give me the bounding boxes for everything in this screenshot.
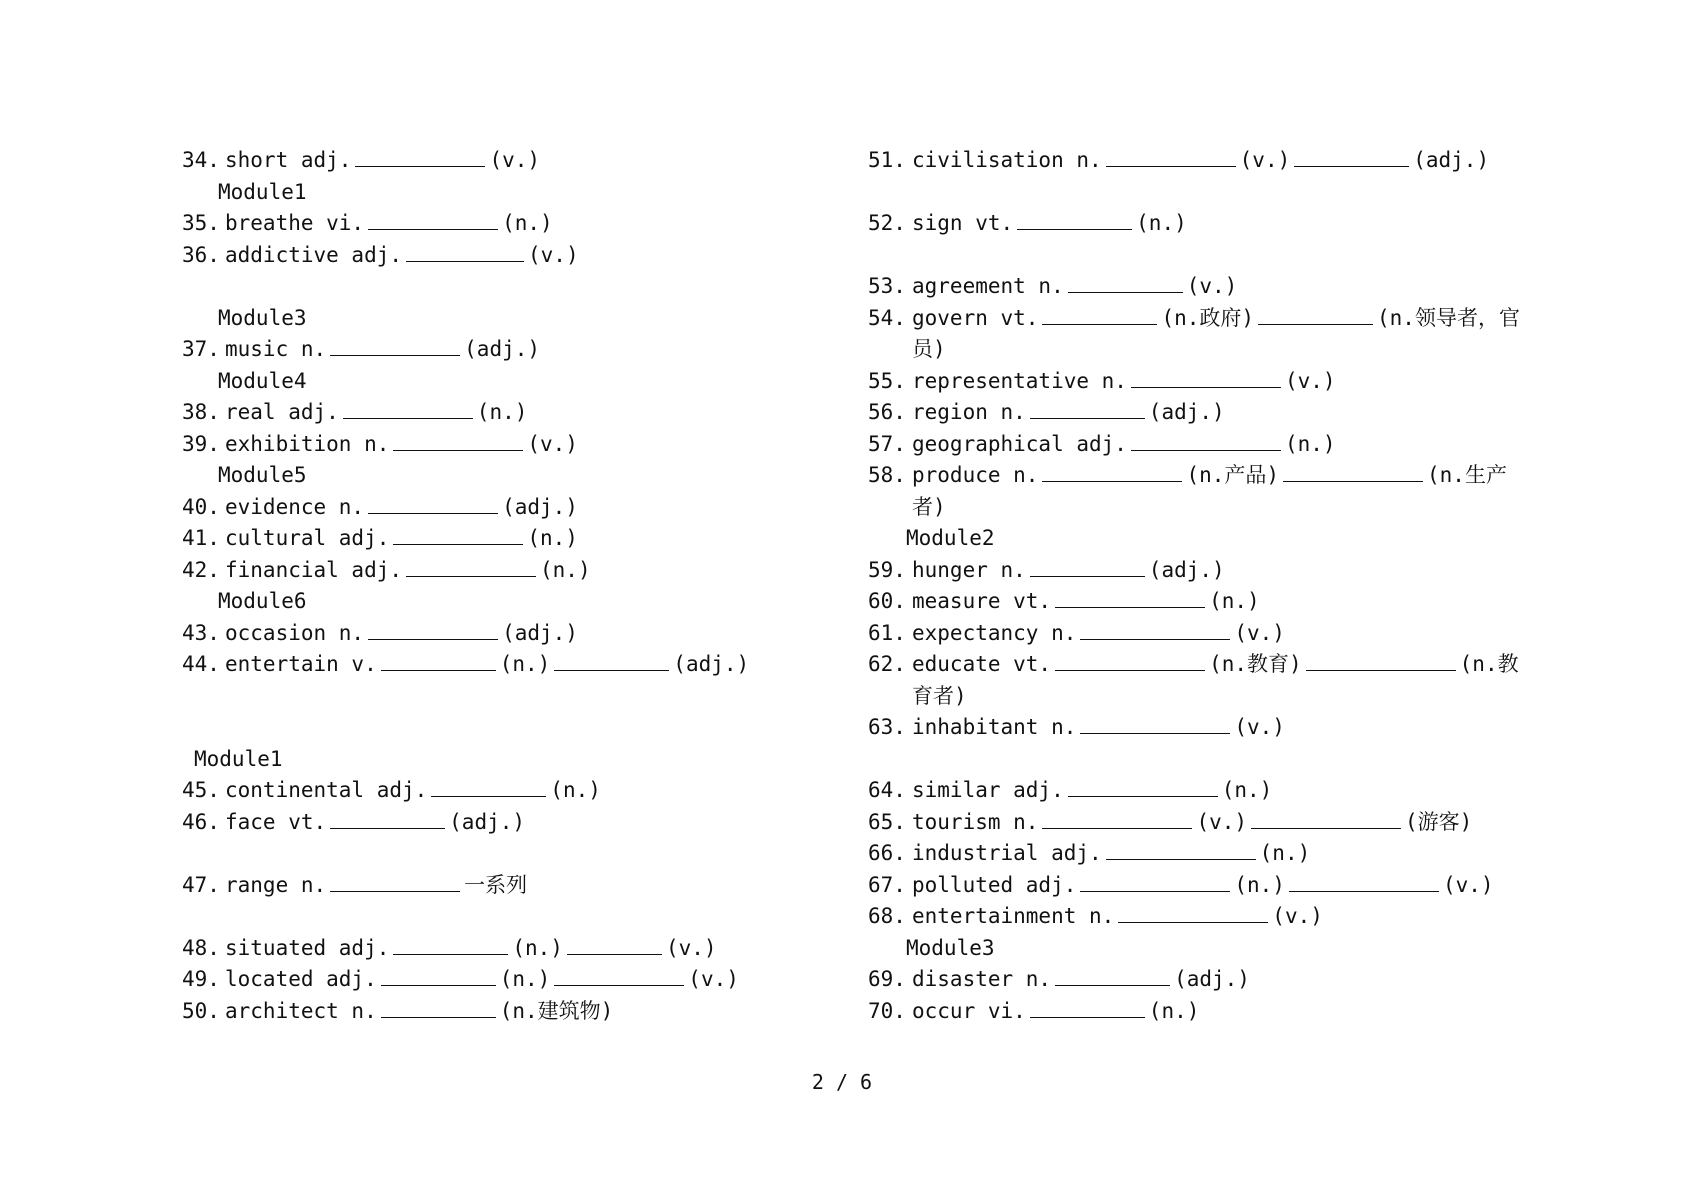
exercise-item — [868, 997, 1199, 1025]
item-number: 46. — [182, 809, 220, 834]
item-word: geographical adj. — [912, 431, 1127, 456]
answer-blank[interactable] — [1030, 400, 1145, 419]
module-heading: Module1 — [218, 179, 307, 204]
answer-blank[interactable] — [1289, 873, 1439, 892]
item-word: expectancy n. — [912, 620, 1077, 645]
answer-blank[interactable] — [368, 621, 498, 640]
part-of-speech-hint: (n.) — [512, 935, 563, 960]
page-number: 2 / 6 — [811, 1070, 873, 1094]
item-number: 41. — [182, 526, 220, 550]
part-of-speech-hint: (n.) — [1209, 589, 1260, 613]
exercise-item — [868, 209, 1187, 237]
part-of-speech-hint: (n.建筑物) — [499, 998, 614, 1023]
item-word: range n. — [225, 872, 327, 897]
exercise-item — [868, 587, 1260, 615]
answer-blank[interactable] — [567, 936, 662, 955]
part-of-speech-hint: (n.教 — [1459, 652, 1519, 676]
part-of-speech-hint: (adj.) — [502, 494, 578, 519]
item-number: 42. — [182, 557, 220, 582]
item-word: addictive adj. — [225, 242, 403, 267]
item-word: govern vt. — [912, 305, 1039, 330]
item-number: 63. — [868, 715, 906, 739]
item-word: hunger n. — [912, 557, 1026, 582]
answer-blank[interactable] — [1017, 211, 1132, 230]
exercise-item — [182, 241, 579, 269]
answer-blank[interactable] — [368, 495, 498, 514]
item-word: face vt. — [225, 809, 327, 834]
item-number: 43. — [182, 620, 220, 645]
exercise-item — [182, 430, 578, 458]
item-word: similar adj. — [912, 778, 1064, 802]
item-number: 35. — [182, 211, 220, 235]
item-word: agreement n. — [912, 274, 1064, 298]
continuation-text: 育者) — [912, 683, 967, 708]
item-word: financial adj. — [225, 557, 403, 582]
answer-blank[interactable] — [343, 400, 473, 419]
answer-blank[interactable] — [1080, 715, 1230, 734]
part-of-speech-hint: (adj.) — [464, 337, 541, 361]
answer-blank[interactable] — [1068, 274, 1183, 293]
part-of-speech-hint: (n.) — [499, 967, 551, 991]
exercise-item — [182, 776, 601, 804]
item-word: entertainment n. — [912, 904, 1115, 928]
part-of-speech-hint: (v.) — [1234, 620, 1285, 645]
part-of-speech-hint: (n.政府) — [1161, 305, 1255, 330]
answer-blank[interactable] — [1306, 652, 1456, 671]
exercise-item — [182, 871, 527, 899]
answer-blank[interactable] — [330, 873, 460, 892]
exercise-item — [868, 556, 1225, 584]
part-of-speech-hint: (v.) — [665, 935, 717, 960]
part-of-speech-hint: (v.) — [1272, 904, 1323, 928]
part-of-speech-hint: (adj.) — [1148, 557, 1225, 582]
item-word: educate vt. — [912, 652, 1052, 676]
exercise-item — [182, 965, 739, 993]
exercise-item — [868, 146, 1489, 174]
module-heading: Module3 — [218, 305, 307, 330]
answer-blank[interactable] — [393, 432, 523, 451]
answer-blank[interactable] — [1055, 652, 1205, 671]
answer-blank[interactable] — [355, 148, 485, 167]
answer-blank[interactable] — [381, 967, 496, 986]
answer-blank[interactable] — [1042, 306, 1157, 325]
answer-blank[interactable] — [1080, 873, 1230, 892]
item-number: 68. — [868, 904, 906, 928]
item-word: representative n. — [912, 368, 1127, 393]
part-of-speech-hint: (n.) — [1234, 872, 1285, 897]
item-word: entertain v. — [225, 652, 377, 676]
part-of-speech-hint: (n.) — [550, 778, 601, 802]
item-number: 36. — [182, 242, 220, 267]
item-word: inhabitant n. — [912, 715, 1077, 739]
part-of-speech-hint: (adj.) — [673, 652, 750, 676]
part-of-speech-hint: (n.产品) — [1186, 463, 1280, 487]
part-of-speech-hint: (n.) — [1284, 431, 1336, 456]
part-of-speech-hint: (n.教育) — [1209, 652, 1302, 676]
item-word: situated adj. — [225, 935, 390, 960]
part-of-speech-hint: 一系列 — [464, 872, 528, 897]
part-of-speech-hint: (n.) — [476, 400, 528, 424]
answer-blank[interactable] — [1042, 463, 1182, 482]
item-number: 44. — [182, 652, 220, 676]
item-word: region n. — [912, 400, 1026, 424]
item-word: cultural adj. — [225, 526, 390, 550]
exercise-item — [182, 934, 717, 962]
exercise-item — [868, 398, 1225, 426]
item-number: 39. — [182, 431, 220, 456]
answer-blank[interactable] — [1131, 369, 1281, 388]
item-word: exhibition n. — [225, 431, 390, 456]
item-number: 67. — [868, 872, 906, 897]
item-number: 45. — [182, 778, 220, 802]
exercise-item — [868, 619, 1285, 647]
exercise-item — [182, 524, 578, 552]
answer-blank[interactable] — [1118, 904, 1268, 923]
item-number: 38. — [182, 400, 220, 424]
item-number: 50. — [182, 998, 220, 1023]
item-number: 37. — [182, 337, 220, 361]
part-of-speech-hint: (adj.) — [1148, 400, 1225, 424]
answer-blank[interactable] — [1294, 148, 1409, 167]
exercise-item — [868, 367, 1336, 395]
item-number: 48. — [182, 935, 220, 960]
answer-blank[interactable] — [1258, 306, 1373, 325]
part-of-speech-hint: (v.) — [1284, 368, 1336, 393]
exercise-item — [182, 808, 525, 836]
answer-blank[interactable] — [1030, 558, 1145, 577]
part-of-speech-hint: (n.) — [1221, 778, 1273, 802]
continuation-text: 员) — [912, 337, 946, 361]
item-number: 59. — [868, 557, 906, 582]
answer-blank[interactable] — [554, 967, 684, 986]
part-of-speech-hint: (adj.) — [449, 809, 526, 834]
part-of-speech-hint: (n.领导者，官 — [1377, 305, 1520, 330]
answer-blank[interactable] — [406, 243, 524, 262]
item-number: 70. — [868, 998, 906, 1023]
exercise-item — [868, 272, 1237, 300]
item-number: 47. — [182, 872, 220, 897]
item-word: continental adj. — [225, 778, 428, 802]
item-number: 57. — [868, 431, 906, 456]
item-number: 52. — [868, 211, 906, 235]
item-word: evidence n. — [225, 494, 365, 519]
answer-blank[interactable] — [431, 778, 546, 797]
module-heading: Module4 — [218, 368, 307, 393]
module-heading: Module5 — [218, 463, 307, 487]
part-of-speech-hint: (adj.) — [1413, 148, 1490, 172]
answer-blank[interactable] — [381, 999, 496, 1018]
exercise-item — [868, 839, 1310, 867]
answer-blank[interactable] — [1106, 841, 1256, 860]
answer-blank[interactable] — [554, 652, 669, 671]
item-word: short adj. — [225, 148, 352, 172]
part-of-speech-hint: (adj.) — [1174, 967, 1250, 991]
answer-blank[interactable] — [1055, 967, 1170, 986]
exercise-item — [182, 556, 591, 584]
item-number: 53. — [868, 274, 906, 298]
part-of-speech-hint: (adj.) — [502, 620, 578, 645]
item-word: occur vi. — [912, 998, 1026, 1023]
exercise-item — [868, 430, 1336, 458]
part-of-speech-hint: (v.) — [1186, 274, 1238, 298]
exercise-item — [182, 650, 749, 678]
item-word: produce n. — [912, 463, 1039, 487]
answer-blank[interactable] — [381, 652, 496, 671]
part-of-speech-hint: (n.生产 — [1427, 463, 1507, 487]
part-of-speech-hint: (v.) — [528, 242, 579, 267]
answer-blank[interactable] — [1042, 810, 1192, 829]
exercise-item — [182, 209, 553, 237]
answer-blank[interactable] — [1068, 778, 1218, 797]
part-of-speech-hint: (n.) — [1136, 211, 1187, 235]
answer-blank[interactable] — [368, 211, 498, 230]
part-of-speech-hint: (n.) — [540, 557, 591, 582]
part-of-speech-hint: (v.) — [527, 431, 578, 456]
module-heading: Module6 — [218, 589, 307, 613]
exercise-item — [182, 619, 578, 647]
part-of-speech-hint: (n.) — [499, 652, 551, 676]
item-number: 49. — [182, 967, 220, 991]
part-of-speech-hint: (v.) — [1234, 715, 1285, 739]
module-heading: Module2 — [906, 526, 995, 550]
item-word: located adj. — [225, 967, 377, 991]
item-number: 55. — [868, 368, 906, 393]
exercise-item — [182, 146, 540, 174]
item-number: 40. — [182, 494, 220, 519]
module-heading: Module3 — [906, 935, 995, 960]
answer-blank[interactable] — [1283, 463, 1423, 482]
exercise-item — [182, 997, 613, 1025]
answer-blank[interactable] — [406, 558, 536, 577]
answer-blank[interactable] — [330, 810, 445, 829]
exercise-item — [182, 493, 578, 521]
item-word: disaster n. — [912, 967, 1052, 991]
item-word: measure vt. — [912, 589, 1052, 613]
exercise-item — [182, 335, 540, 363]
item-word: real adj. — [225, 400, 339, 424]
part-of-speech-hint: (n.) — [527, 526, 578, 550]
item-number: 54. — [868, 305, 906, 330]
answer-blank[interactable] — [1106, 148, 1236, 167]
part-of-speech-hint: (n.) — [1259, 841, 1311, 865]
item-word: breathe vi. — [225, 211, 365, 235]
item-number: 58. — [868, 463, 906, 487]
item-word: architect n. — [225, 998, 377, 1023]
part-of-speech-hint: (v.) — [1239, 148, 1291, 172]
item-number: 34. — [182, 148, 220, 172]
exercise-item — [868, 871, 1494, 899]
item-word: polluted adj. — [912, 872, 1077, 897]
exercise-item — [868, 650, 1519, 678]
item-number: 69. — [868, 967, 906, 991]
item-number: 64. — [868, 778, 906, 802]
part-of-speech-hint: (n.) — [502, 211, 553, 235]
exercise-item — [868, 713, 1285, 741]
answer-blank[interactable] — [1030, 999, 1145, 1018]
part-of-speech-hint: (v.) — [1442, 872, 1494, 897]
item-number: 56. — [868, 400, 906, 424]
answer-blank[interactable] — [1080, 621, 1230, 640]
item-number: 66. — [868, 841, 906, 865]
part-of-speech-hint: (v.) — [1196, 809, 1248, 834]
item-number: 62. — [868, 652, 906, 676]
answer-blank[interactable] — [393, 936, 508, 955]
answer-blank[interactable] — [1055, 589, 1205, 608]
item-word: civilisation n. — [912, 148, 1102, 172]
exercise-item — [868, 902, 1323, 930]
answer-blank[interactable] — [393, 526, 523, 545]
exercise-item — [868, 808, 1472, 836]
exercise-item — [868, 304, 1520, 332]
exercise-item — [868, 461, 1507, 489]
part-of-speech-hint: (v.) — [688, 967, 739, 991]
item-number: 60. — [868, 589, 906, 613]
item-word: sign vt. — [912, 211, 1014, 235]
exercise-item — [182, 398, 527, 426]
item-word: occasion n. — [225, 620, 365, 645]
exercise-item — [868, 776, 1272, 804]
item-word: music n. — [225, 337, 327, 361]
continuation-text: 者) — [912, 494, 946, 519]
part-of-speech-hint: (v.) — [489, 148, 541, 172]
module-heading: Module1 — [194, 746, 283, 771]
answer-blank[interactable] — [330, 337, 460, 356]
answer-blank[interactable] — [1131, 432, 1281, 451]
answer-blank[interactable] — [1251, 810, 1401, 829]
part-of-speech-hint: (n.) — [1148, 998, 1200, 1023]
part-of-speech-hint: (游客) — [1405, 809, 1473, 834]
item-word: tourism n. — [912, 809, 1039, 834]
exercise-item — [868, 965, 1250, 993]
item-number: 65. — [868, 809, 906, 834]
item-number: 61. — [868, 620, 906, 645]
item-word: industrial adj. — [912, 841, 1102, 865]
item-number: 51. — [868, 148, 906, 172]
